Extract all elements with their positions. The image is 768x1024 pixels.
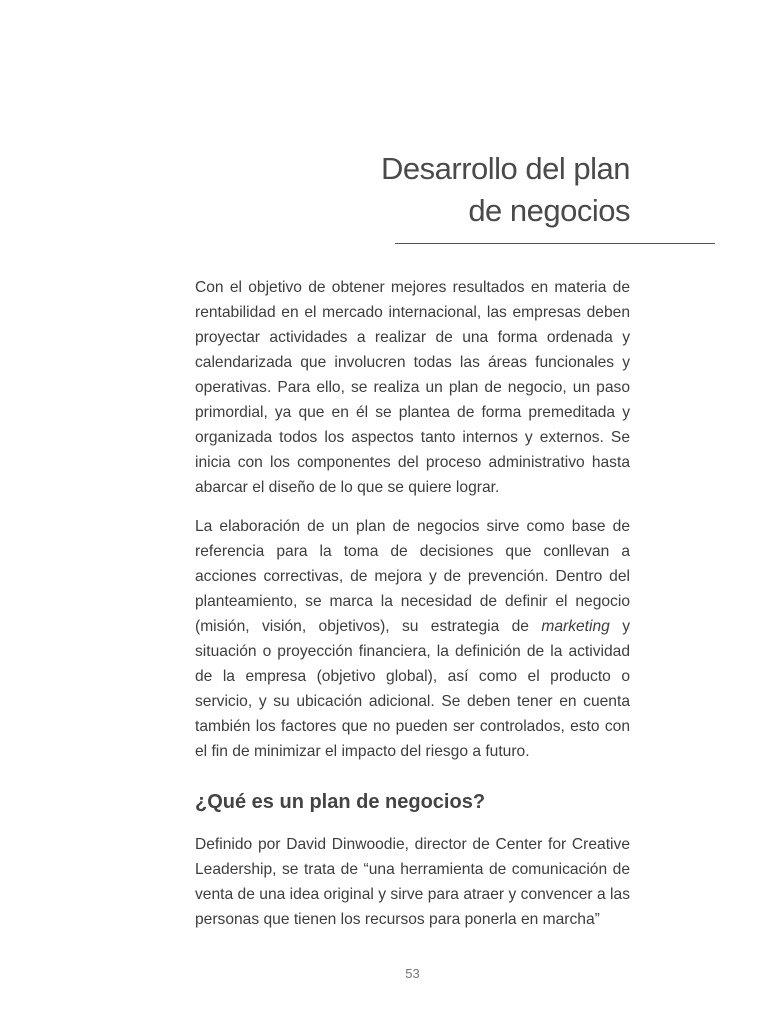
title-divider: [395, 243, 715, 244]
paragraph-elaboration-text-1: La elaboración de un plan de negocios sirve como base de referencia para la toma de decisiones que conllevan a acciones correctivas, de mejora y de prevención. Dentro del planteamiento, se marca la necesidad de definir el negocio (misión, visión, objetivos), su estrategia de: [195, 518, 630, 635]
paragraph-intro: Con el objetivo de obtener mejores resultados en materia de rentabilidad en el mercado internacional, las empresas deben proyectar actividades a realizar de una forma ordenada y calendarizada que involucren todas las áreas funcionales y operativas. Para ello, se realiza un plan de negocio, un paso primordial, ya que en él se plantea de forma premeditada y organizada todos los aspectos tanto internos y externos. Se inicia con los componentes del proceso administrativo hasta abarcar el diseño de lo que se quiere lograr.: [195, 279, 630, 496]
paragraph-elaboration: [195, 514, 630, 764]
paragraph-elaboration-text-2: y situación o proyección financiera, la definición de la actividad de la empresa (objetivo global), así como el producto o servicio, y su ubicación adicional. Se deben tener en cuenta también los factores que no pueden ser controlados, esto con el fin de minimizar el impacto del riesgo a futuro.: [195, 618, 630, 760]
paragraph-definition: Definido por David Dinwoodie, director de Center for Creative Leadership, se trata de “una herramienta de comunicación de venta de una idea original y sirve para atraer y convencer a las personas que tienen los recursos para ponerla en marcha”: [195, 836, 630, 928]
paragraph-elaboration-emphasis: marketing: [541, 618, 610, 635]
chapter-title: [381, 148, 630, 232]
chapter-title-line-1: Desarrollo del plan: [381, 151, 630, 186]
section-heading: ¿Qué es un plan de negocios?: [195, 791, 486, 813]
chapter-title-line-2: de negocios: [468, 193, 630, 228]
page-number: 53: [405, 966, 420, 981]
